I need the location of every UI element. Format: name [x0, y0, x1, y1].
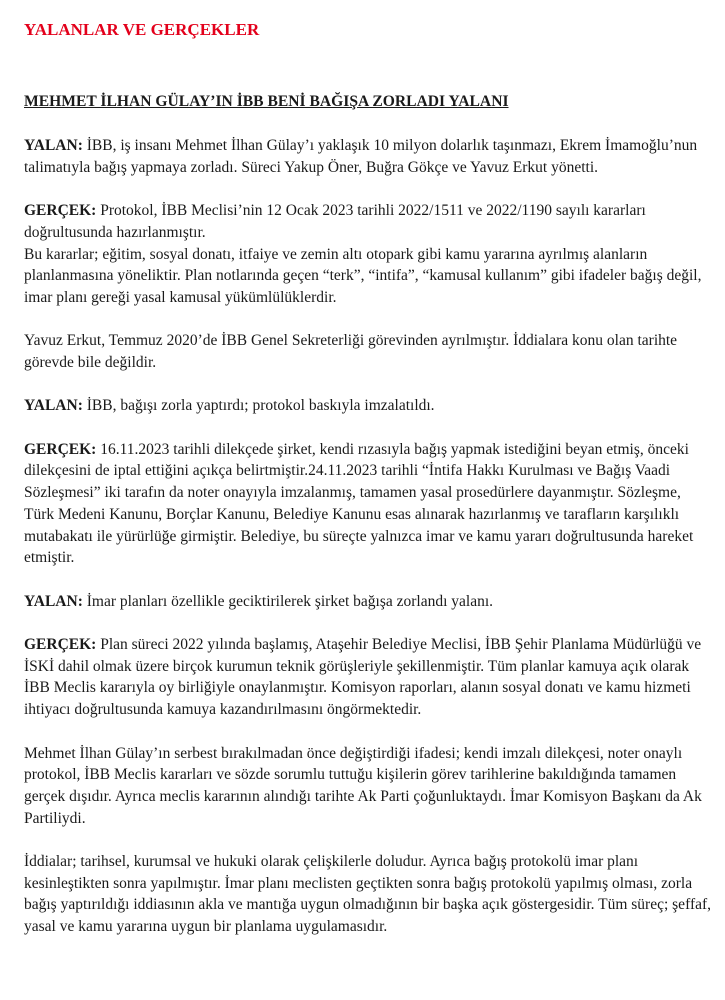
paragraph-text: İBB, iş insanı Mehmet İlhan Gülay’ı yaklaşık 10 milyon dolarlık taşınmazı, Ekrem İmamoğlu’nun talimatıyla bağış yapmaya zorladı. Süreci Yakup Öner, Buğra Gökçe ve Yavuz Erkut yönetti.: [24, 137, 698, 176]
paragraph-gulay-statement: Mehmet İlhan Gülay’ın serbest bırakılmadan önce değiştirdiği ifadesi; kendi imzalı dilekçesi, noter onaylı protokol, İBB Meclis kararları ve sözde sorumlu tuttuğu kişilerin görev tarihlerine bakıldığında tamamen gerçek dışıdır. Ayrıca meclis kararının alındığı tarihte Ak Parti çoğunluktaydı. İmar Komisyon Başkanı da Ak Partiliydi.: [24, 744, 702, 827]
paragraph-fact-1: [24, 200, 714, 243]
document-title: YALANLAR VE GERÇEKLER: [24, 20, 260, 39]
paragraph-text: Plan süreci 2022 yılında başlamış, Ataşehir Belediye Meclisi, İBB Şehir Planlama Müdürlüğü ve İSKİ dahil olmak üzere birçok kurumun teknik görüşleriyle şekillenmiştir. Tüm planlar kamuya açık olarak İBB Meclis kararıyla oy birliğiyle onaylanmıştır. Komisyon raporları, alanın sosyal donatı ve kamu hizmeti ihtiyacı doğrultusunda kamuya kazandırılmasını öngörmektedir.: [24, 636, 702, 719]
paragraph-fact-3: [24, 634, 714, 721]
paragraph-text: İBB, bağışı zorla yaptırdı; protokol baskıyla imzalatıldı.: [86, 397, 435, 415]
paragraph-text: Protokol, İBB Meclisi’nin 12 Ocak 2023 tarihli 2022/1511 ve 2022/1190 sayılı kararları doğrultusunda hazırlanmıştır.: [24, 202, 646, 241]
lie-label: YALAN:: [24, 137, 83, 154]
document: [24, 18, 714, 938]
lie-label: YALAN:: [24, 592, 83, 610]
paragraph-text: İmar planları özellikle geciktirilerek şirket bağışa zorlandı yalanı.: [86, 592, 494, 610]
lie-label: YALAN:: [24, 397, 83, 415]
paragraph-lie-3: [24, 591, 714, 613]
fact-label: GERÇEK:: [24, 202, 97, 220]
paragraph-fact-1-continued: Bu kararlar; eğitim, sosyal donatı, itfaiye ve zemin altı otopark gibi kamu yararına ayrılmış alanların planlanmasına yöneliktir. Plan notlarında geçen “terk”, “intifa”, “kamusal kullanım” gibi ifadeler bağış değil, imar planı gereği yasal kamusal yükümlülüklerdir.: [24, 245, 702, 306]
fact-label: GERÇEK:: [24, 636, 97, 654]
paragraph-text: 16.11.2023 tarihli dilekçede şirket, kendi rızasıyla bağış yapmak istediğini beyan etmiş, önceki dilekçesini de iptal ettiğini açıkça belirtmiştir.24.11.2023 tarihli “İntifa Hakkı Kurulması ve Bağış Vaadi Sözleşmesi” iki tarafın da noter onayıyla imzalanmış, tamamen yasal prosedürlere dayanmıştır. Sözleşme, Türk Medeni Kanunu, Borçlar Kanunu, Belediye Kanunu esas alınarak hazırlanmış ve tarafların karşılıklı mutabakatı ile yürürlüğe girmiştir. Belediye, bu süreçte yalnızca imar ve kamu yararı doğrultusunda hareket etmiştir.: [24, 440, 694, 567]
paragraph-lie-2: [24, 395, 714, 417]
paragraph-lie-1: [24, 135, 714, 178]
document-subtitle: MEHMET İLHAN GÜLAY’IN İBB BENİ BAĞIŞA ZORLADI YALANI: [24, 93, 509, 110]
paragraph-conclusion: İddialar; tarihsel, kurumsal ve hukuki olarak çelişkilerle doludur. Ayrıca bağış protokolü imar planı kesinleştikten sonra yapılmıştır. İmar planı meclisten geçtikten sonra bağış protokolü yapılmış olması, zorla bağış yaptırıldığı iddiasının akla ve mantığa uygun olmadığının bir başka açık göstergesidir. Tüm süreç; şeffaf, yasal ve kamu yararına uygun bir planlama uygulamasıdır.: [24, 853, 712, 936]
paragraph-fact-2: [24, 439, 714, 569]
paragraph-erkut: Yavuz Erkut, Temmuz 2020’de İBB Genel Sekreterliği görevinden ayrılmıştır. İddialara konu olan tarihte görevde bile değildir.: [24, 332, 678, 371]
fact-label: GERÇEK:: [24, 440, 97, 458]
